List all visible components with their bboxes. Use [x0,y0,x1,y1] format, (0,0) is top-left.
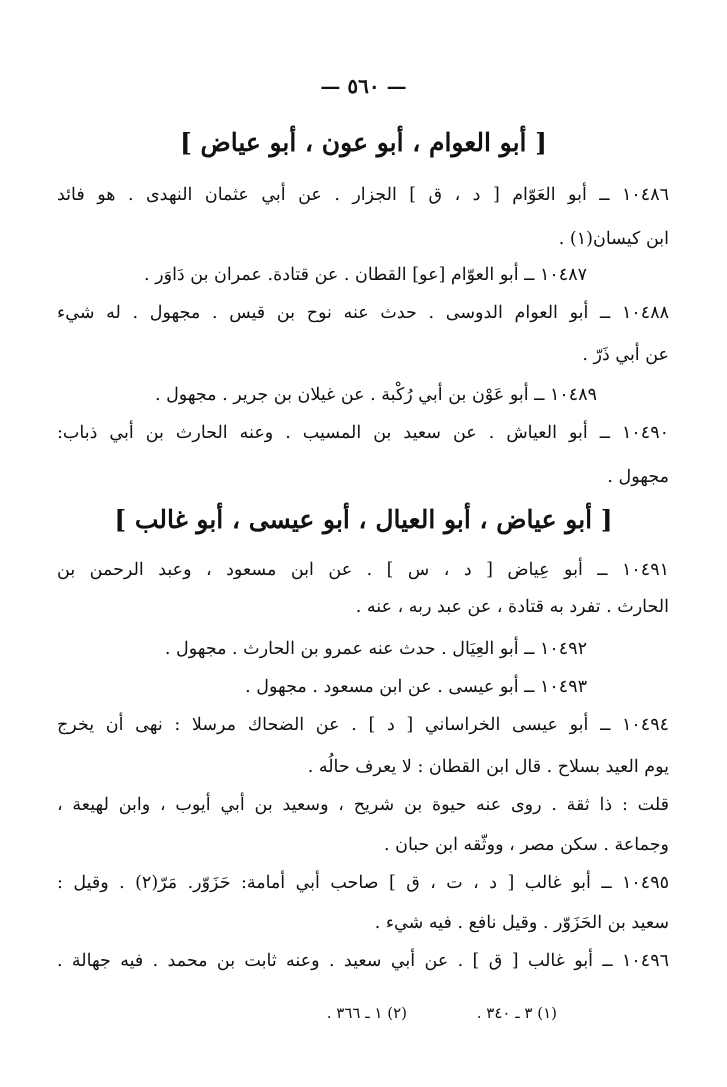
entry-10496: ١٠٤٩٦ ــ أبو غالب [ ق ] . عن أبي سعيد . وعنه ثابت بن محمد . فيه جهالة . [57,951,669,971]
entry-10494-line-2: يوم العيد بسلاح . قال ابن القطان : لا يعرف حالُه . [307,757,669,777]
entry-10491-line-1: ١٠٤٩١ ــ أبو عِياض [ د ، س ] . عن ابن مسعود ، وعبد الرحمن بن [57,560,669,580]
entry-10495-line-1: ١٠٤٩٥ ــ أبو غالب [ د ، ت ، ق ] صاحب أبي أمامة: حَزَوّر. مَرّ(٢) . وقيل : [57,873,669,893]
footnote-2: (٢) ١ ـ ٣٦٦ . [326,1004,407,1022]
page-number: — ٥٦٠ — [320,74,407,98]
footnote-1: (١) ٣ ـ ٣٤٠ . [476,1004,557,1022]
entry-10492: ١٠٤٩٢ ــ أبو العِيَال . حدث عنه عمرو بن الحارث . مجهول . [164,639,587,659]
entry-10488-line-1: ١٠٤٨٨ ــ أبو العوام الدوسى . حدث عنه نوح بن قيس . مجهول . له شيء [57,303,669,323]
entry-10489: ١٠٤٨٩ ــ أبو عَوْن بن أبي رُكْبة . عن غيلان بن جرير . مجهول . [154,385,597,405]
entry-10494-line-1: ١٠٤٩٤ ــ أبو عيسى الخراساني [ د ] . عن الضحاك مرسلا : نهى أن يخرج [57,715,669,735]
entry-10490-line-1: ١٠٤٩٠ ــ أبو العياش . عن سعيد بن المسيب . وعنه الحارث بن أبي ذباب: [57,423,669,443]
entry-10487: ١٠٤٨٧ ــ أبو العوّام [عو] القطان . عن قتادة. عمران بن دَاوَر . [144,265,587,285]
entry-10490-line-2: مجهول . [607,467,669,487]
comment-line-2: وجماعة . سكن مصر ، ووثّقه ابن حبان . [383,835,669,855]
entry-10495-line-2: سعيد بن الحَزَوّر . وقيل نافع . فيه شيء . [374,913,669,933]
section-heading-1: [ أبو العوام ، أبو عون ، أبو عياض ] [179,128,548,157]
entry-10493: ١٠٤٩٣ ــ أبو عيسى . عن ابن مسعود . مجهول . [245,677,587,697]
comment-line-1: قلت : ذا ثقة . روى عنه حيوة بن شريح ، وسعيد بن أبي أيوب ، وابن لهيعة ، [57,795,669,815]
section-heading-2: [ أبو عياض ، أبو العيال ، أبو عيسى ، أبو غالب ] [114,505,613,534]
entry-10486-line-1: ١٠٤٨٦ ــ أبو العَوّام [ د ، ق ] الجزار . عن أبي عثمان النهدى . هو فائد [57,185,669,205]
entry-10486-line-2: ابن كيسان(١) . [558,229,669,249]
entry-10491-line-2: الحارث . تفرد به قتادة ، عن عبد ربه ، عنه . [355,597,669,617]
entry-10488-line-2: عن أبي ذَرّ . [582,345,669,365]
